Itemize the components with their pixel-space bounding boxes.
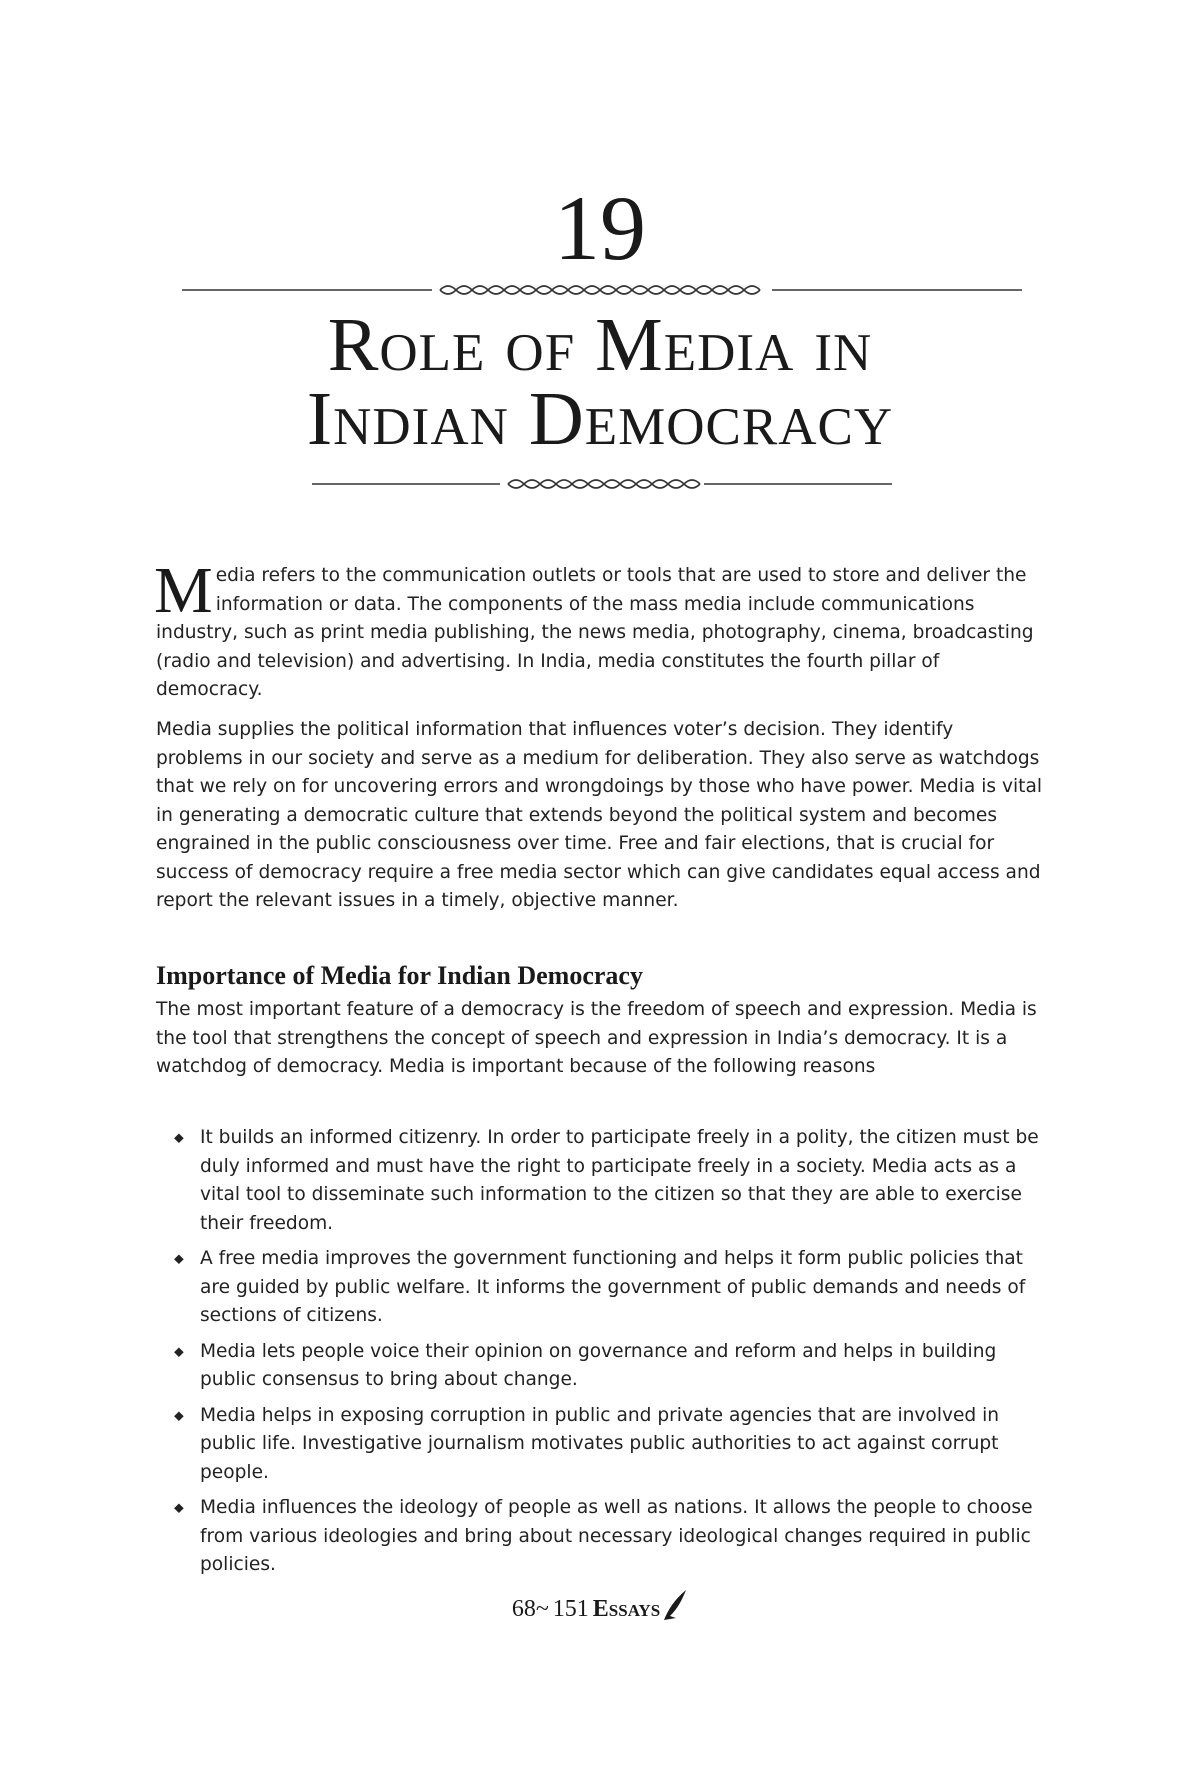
page-number: 68 <box>511 1596 536 1622</box>
footer-brand: Essays <box>592 1596 661 1622</box>
quill-pen-icon <box>662 1588 688 1627</box>
bullet-icon: ⬥ <box>174 1500 184 1516</box>
list-item-text: Media lets people voice their opinion on governance and reform and helps in building public consensus to bring about change. <box>200 1340 997 1390</box>
reasons-list <box>170 1124 1050 1587</box>
list-item-text: A free media improves the government functioning and helps it form public policies that are guided by public welfare. It informs the government of public demands and needs of sections of citizens. <box>200 1248 1026 1326</box>
drop-cap: M <box>154 554 213 627</box>
chapter-title-line-2: Indian Democracy <box>306 377 894 461</box>
ornament-icon <box>182 280 1022 300</box>
chapter-title-line-1: Role of Media in <box>327 303 873 387</box>
bullet-icon: ⬥ <box>174 1251 184 1267</box>
ornament-icon <box>312 474 892 494</box>
section-heading: Importance of Media for Indian Democracy <box>156 961 643 990</box>
page-footer <box>0 1588 1200 1627</box>
list-item <box>170 1338 1050 1395</box>
list-item <box>170 1494 1050 1580</box>
footer-separator: ~ <box>535 1596 549 1622</box>
list-item <box>170 1245 1050 1331</box>
bullet-icon: ⬥ <box>174 1343 184 1360</box>
footer-count: 151 <box>552 1596 589 1622</box>
list-item-text: Media influences the ideology of people as well as nations. It allows the people to choose from various ideologies and bring about necessary ideological changes required in public policies. <box>200 1497 1033 1575</box>
section-lead-paragraph: The most important feature of a democracy is the freedom of speech and expression. Media is the tool that strengthens the concept of speech and expression in India’s democracy. It is a watchdog of democracy. Media is important because of the following reasons <box>156 999 1037 1077</box>
bullet-icon: ⬥ <box>174 1130 184 1146</box>
list-item-text: Media helps in exposing corruption in public and private agencies that are involved in public life. Investigative journalism motivates public authorities to act against corrupt people. <box>200 1404 1000 1483</box>
body-paragraph-2: Media supplies the political information that influences voter’s decision. They identify problems in our society and serve as a medium for deliberation. They also serve as watchdogs that we rely on for uncovering errors and wrongdoings by those who have power. Media is vital in generating a democratic culture that extends beyond the political system and becomes engrained in the public consciousness over time. Free and fair elections, that is crucial for success of democracy require a free media sector which can give candidates equal access and report the relevant issues in a timely, objective manner. <box>156 719 1043 911</box>
list-item <box>170 1402 1050 1488</box>
bottom-ornament-divider <box>312 474 892 494</box>
list-item <box>170 1124 1050 1238</box>
chapter-number: 19 <box>554 177 646 279</box>
list-item-text: It builds an informed citizenry. In order to participate freely in a polity, the citizen must be duly informed and must have the right to participate freely in a society. Media acts as a vital tool to disseminate such information to the citizen so that they are able to exercise their freedom. <box>200 1127 1039 1234</box>
top-ornament-divider <box>182 280 1022 300</box>
bullet-icon: ⬥ <box>174 1407 184 1424</box>
intro-paragraph <box>154 554 1044 705</box>
intro-text: edia refers to the communication outlets or tools that are used to store and deliver the information or data. The components of the mass media include communications industry, such as print media publishing, the news media, photography, cinema, broadcasting (radio and television) and advertising. In India, media constitutes the fourth pillar of democracy. <box>156 565 1034 700</box>
